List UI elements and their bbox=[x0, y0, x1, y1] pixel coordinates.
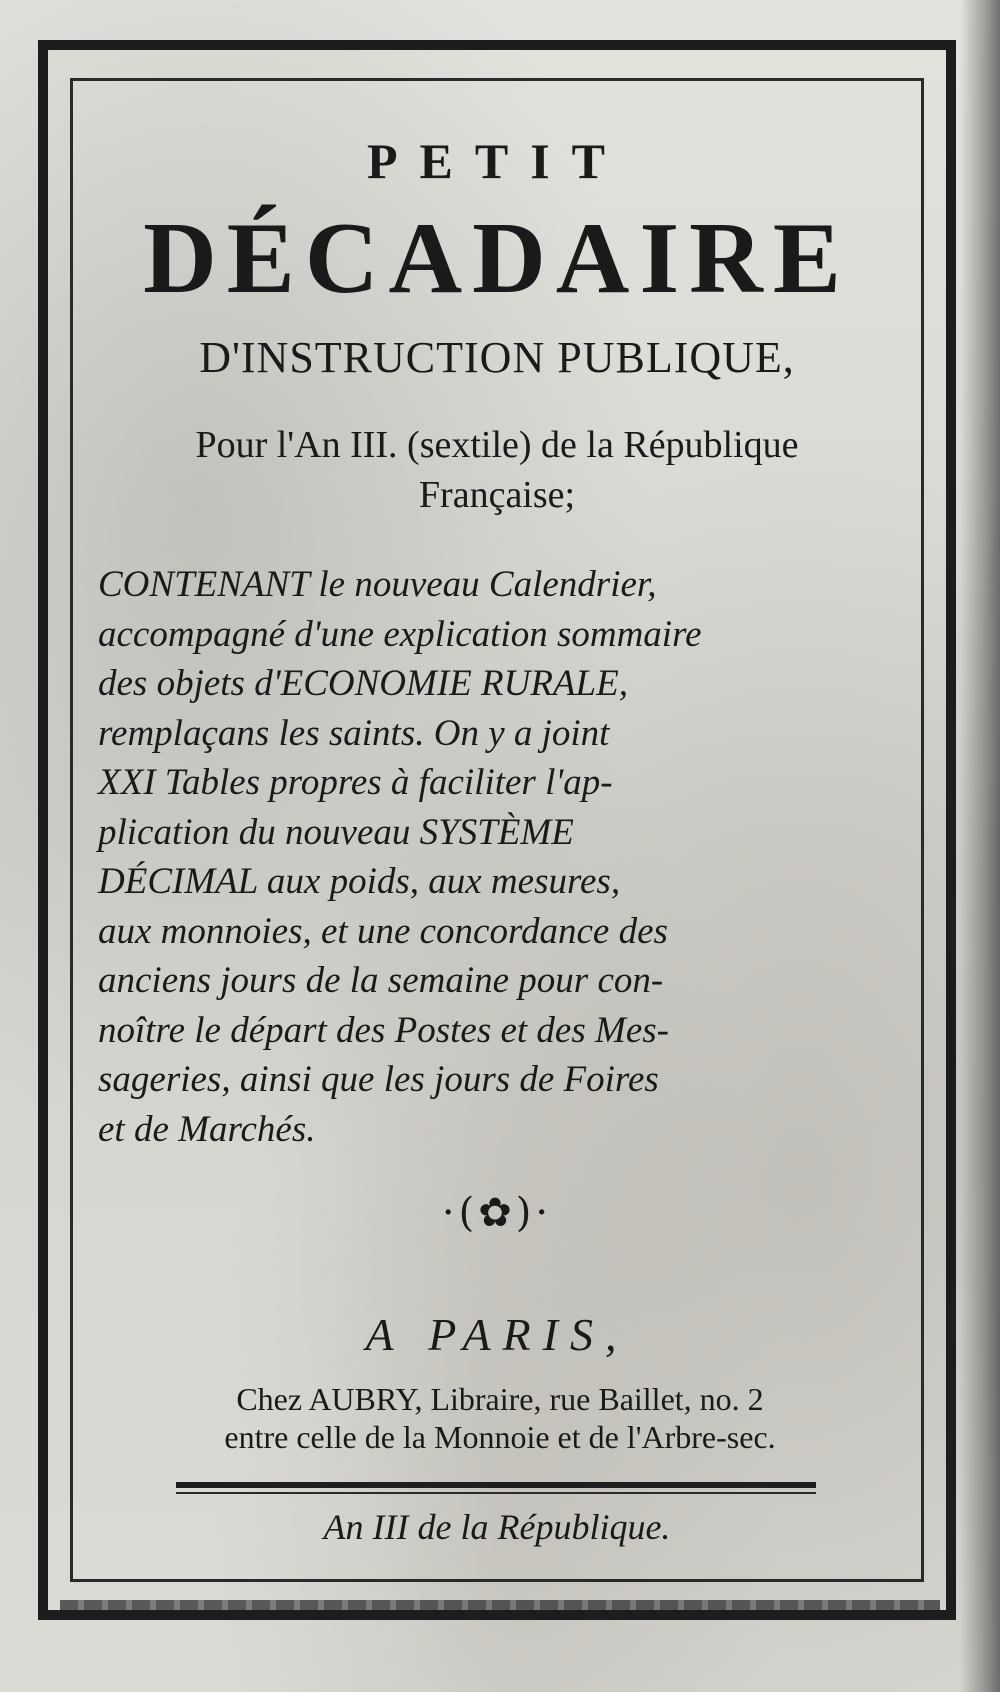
divider-rule-thin bbox=[176, 1492, 816, 1494]
divider-rule bbox=[176, 1482, 816, 1488]
title-line-decadaire: DÉCADAIRE bbox=[143, 202, 851, 315]
imprint-date: An III de la République. bbox=[323, 1507, 671, 1547]
subtitle: Pour l'An III. (sextile) de la République Française; bbox=[195, 424, 799, 516]
description-body: CONTENANT le nouveau Calendrier, accompagné d'une explication sommaire des objets d'ECONOMIE RURALE, remplaçans les saints. On y a joint XXI Tables propres à faciliter l'ap- plication du nouveau SYSTÈME DÉCIMAL aux poids, aux mesures, aux monnoies, et une concordance des anciens jours de la semaine pour con- noître le départ des Postes et des Mes- sageries, ainsi que les jours de Foires et de Marchés. bbox=[98, 564, 702, 1150]
title-line-petit: PETIT bbox=[366, 133, 628, 189]
book-edge-shadow bbox=[960, 0, 1000, 1692]
bottom-border-ornament bbox=[60, 1600, 940, 1610]
title-line-instruction: D'INSTRUCTION PUBLIQUE, bbox=[199, 333, 795, 382]
imprint-publisher: Chez AUBRY, Libraire, rue Baillet, no. 2 entre celle de la Monnoie et de l'Arbre-sec. bbox=[224, 1381, 776, 1455]
ornament-icon: ·(✿)· bbox=[441, 1190, 553, 1236]
imprint-city: A PARIS, bbox=[365, 1309, 629, 1360]
